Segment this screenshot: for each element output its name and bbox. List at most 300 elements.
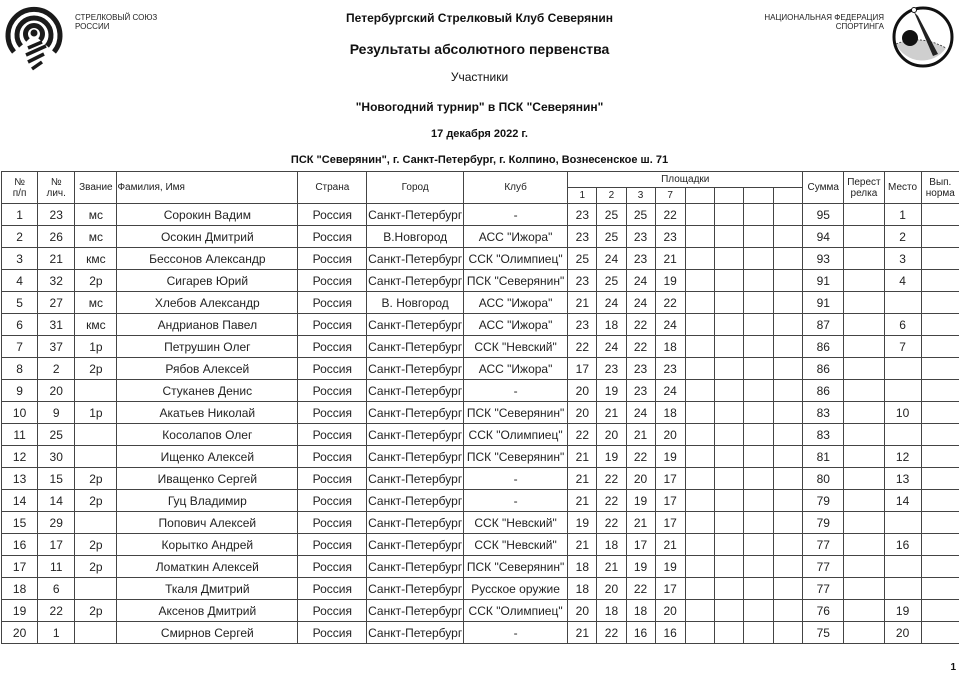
table-row[interactable] [2, 270, 959, 292]
row-score-range-2: 20 [597, 578, 626, 600]
row-score-empty [685, 204, 714, 226]
table-row[interactable] [2, 226, 959, 248]
row-shootoff [844, 468, 884, 490]
row-club: АСС "Ижора" [463, 226, 567, 248]
row-score-range-2: 19 [597, 446, 626, 468]
row-bib-number: 29 [38, 512, 75, 534]
row-athlete-name: Ткаля Дмитрий [117, 578, 298, 600]
left-org-line-2: РОССИИ [75, 22, 110, 31]
row-bib-number: 9 [38, 402, 75, 424]
row-score-range-2: 25 [597, 204, 626, 226]
row-position: 7 [2, 336, 38, 358]
row-norm [921, 204, 959, 226]
row-score-range-7: 18 [655, 402, 685, 424]
row-score-empty [685, 446, 714, 468]
row-score-range-3: 21 [626, 512, 655, 534]
row-club: ССК "Невский" [463, 512, 567, 534]
row-norm [921, 622, 959, 644]
col-header-total[interactable]: Сумма [803, 172, 844, 204]
row-position: 9 [2, 380, 38, 402]
row-norm [921, 424, 959, 446]
row-athlete-name: Рябов Алексей [117, 358, 298, 380]
row-sport-rank: 2р [75, 468, 117, 490]
row-place: 13 [884, 468, 921, 490]
row-place: 4 [884, 270, 921, 292]
row-score-range-1: 23 [568, 226, 597, 248]
table-row[interactable] [2, 314, 959, 336]
col-header-country[interactable]: Страна [298, 172, 367, 204]
row-score-empty [774, 600, 803, 622]
row-total: 87 [803, 314, 844, 336]
col-header-bib[interactable] [38, 172, 75, 204]
row-athlete-name: Стуканев Денис [117, 380, 298, 402]
row-norm [921, 556, 959, 578]
row-score-empty [714, 380, 743, 402]
table-row[interactable] [2, 578, 959, 600]
row-sport-rank [75, 578, 117, 600]
col-header-range-empty [774, 188, 803, 204]
row-score-empty [743, 270, 773, 292]
row-position: 10 [2, 402, 38, 424]
row-total: 91 [803, 292, 844, 314]
col-header-range-3[interactable]: 3 [626, 188, 655, 204]
table-row[interactable] [2, 490, 959, 512]
row-score-empty [685, 512, 714, 534]
row-shootoff [844, 424, 884, 446]
row-score-range-2: 18 [597, 600, 626, 622]
row-score-empty [714, 424, 743, 446]
col-header-norm-line1: Вып. [929, 176, 952, 188]
row-score-range-1: 18 [568, 578, 597, 600]
row-position: 19 [2, 600, 38, 622]
col-header-range-2[interactable]: 2 [597, 188, 626, 204]
row-score-range-7: 24 [655, 314, 685, 336]
row-club: ПСК "Северянин" [463, 402, 567, 424]
row-position: 1 [2, 204, 38, 226]
row-score-range-7: 24 [655, 380, 685, 402]
row-total: 77 [803, 534, 844, 556]
row-total: 94 [803, 226, 844, 248]
row-score-range-7: 22 [655, 204, 685, 226]
row-norm [921, 292, 959, 314]
row-score-range-3: 23 [626, 248, 655, 270]
row-score-range-3: 25 [626, 204, 655, 226]
row-shootoff [844, 226, 884, 248]
row-score-range-1: 21 [568, 468, 597, 490]
row-position: 17 [2, 556, 38, 578]
row-total: 79 [803, 512, 844, 534]
table-row[interactable] [2, 424, 959, 446]
row-score-range-2: 22 [597, 490, 626, 512]
row-shootoff [844, 490, 884, 512]
row-city: Санкт-Петербург [367, 600, 463, 622]
row-score-empty [714, 204, 743, 226]
row-score-empty [743, 534, 773, 556]
row-score-range-2: 24 [597, 248, 626, 270]
row-city: Санкт-Петербург [367, 556, 463, 578]
row-score-empty [774, 270, 803, 292]
row-norm [921, 512, 959, 534]
row-bib-number: 17 [38, 534, 75, 556]
row-athlete-name: Корытко Андрей [117, 534, 298, 556]
row-score-empty [714, 314, 743, 336]
row-score-range-2: 19 [597, 380, 626, 402]
row-club: - [463, 204, 567, 226]
row-score-empty [774, 578, 803, 600]
row-score-empty [685, 402, 714, 424]
row-score-range-2: 24 [597, 336, 626, 358]
row-score-range-2: 25 [597, 270, 626, 292]
row-total: 77 [803, 556, 844, 578]
row-score-range-1: 21 [568, 622, 597, 644]
col-header-range-1[interactable]: 1 [568, 188, 597, 204]
row-score-empty [743, 424, 773, 446]
row-place: 3 [884, 248, 921, 270]
row-norm [921, 226, 959, 248]
row-score-empty [743, 314, 773, 336]
row-score-empty [685, 336, 714, 358]
row-score-range-7: 20 [655, 424, 685, 446]
row-total: 86 [803, 380, 844, 402]
row-total: 75 [803, 622, 844, 644]
right-org-line-2: СПОРТИНГА [835, 22, 884, 31]
col-header-shootoff[interactable] [844, 172, 884, 204]
row-country: Россия [298, 402, 367, 424]
row-bib-number: 21 [38, 248, 75, 270]
row-score-empty [743, 292, 773, 314]
row-total: 83 [803, 424, 844, 446]
row-score-empty [743, 578, 773, 600]
row-score-range-7: 19 [655, 446, 685, 468]
row-score-empty [714, 622, 743, 644]
row-score-range-7: 23 [655, 226, 685, 248]
row-bib-number: 20 [38, 380, 75, 402]
row-score-range-3: 18 [626, 600, 655, 622]
row-score-range-1: 23 [568, 270, 597, 292]
row-position: 16 [2, 534, 38, 556]
row-athlete-name: Ищенко Алексей [117, 446, 298, 468]
row-score-empty [774, 226, 803, 248]
row-score-empty [685, 622, 714, 644]
row-score-empty [743, 446, 773, 468]
table-row[interactable] [2, 248, 959, 270]
row-athlete-name: Иващенко Сергей [117, 468, 298, 490]
row-score-empty [685, 468, 714, 490]
row-score-range-2: 21 [597, 402, 626, 424]
row-city: Санкт-Петербург [367, 534, 463, 556]
row-sport-rank: 2р [75, 600, 117, 622]
row-bib-number: 25 [38, 424, 75, 446]
row-total: 83 [803, 402, 844, 424]
table-row[interactable] [2, 468, 959, 490]
row-club: ССК "Олимпиец" [463, 424, 567, 446]
row-score-empty [774, 622, 803, 644]
table-row[interactable] [2, 292, 959, 314]
row-shootoff [844, 578, 884, 600]
row-bib-number: 23 [38, 204, 75, 226]
row-country: Россия [298, 314, 367, 336]
row-bib-number: 37 [38, 336, 75, 358]
row-country: Россия [298, 226, 367, 248]
row-place: 19 [884, 600, 921, 622]
col-header-city[interactable]: Город [367, 172, 463, 204]
row-score-range-3: 23 [626, 380, 655, 402]
table-row[interactable] [2, 512, 959, 534]
row-score-empty [774, 358, 803, 380]
row-score-empty [714, 248, 743, 270]
row-athlete-name: Сигарев Юрий [117, 270, 298, 292]
row-norm [921, 600, 959, 622]
row-country: Россия [298, 358, 367, 380]
row-score-empty [714, 336, 743, 358]
table-row[interactable] [2, 402, 959, 424]
row-score-range-1: 20 [568, 600, 597, 622]
row-athlete-name: Попович Алексей [117, 512, 298, 534]
row-total: 79 [803, 490, 844, 512]
row-country: Россия [298, 534, 367, 556]
row-shootoff [844, 248, 884, 270]
row-sport-rank: 2р [75, 490, 117, 512]
col-header-pos-line1: № [14, 176, 25, 188]
row-score-empty [774, 490, 803, 512]
col-header-rank[interactable]: Звание [75, 172, 117, 204]
row-place: 12 [884, 446, 921, 468]
row-total: 80 [803, 468, 844, 490]
col-header-pos[interactable] [2, 172, 38, 204]
row-score-empty [774, 292, 803, 314]
row-score-empty [685, 248, 714, 270]
row-score-range-7: 21 [655, 248, 685, 270]
row-city: Санкт-Петербург [367, 468, 463, 490]
row-place [884, 292, 921, 314]
row-position: 5 [2, 292, 38, 314]
row-score-empty [743, 556, 773, 578]
row-club: АСС "Ижора" [463, 292, 567, 314]
col-header-range-empty [743, 188, 773, 204]
row-score-range-1: 21 [568, 446, 597, 468]
row-score-empty [774, 512, 803, 534]
row-score-empty [774, 204, 803, 226]
row-score-empty [743, 600, 773, 622]
row-position: 8 [2, 358, 38, 380]
row-score-range-3: 22 [626, 336, 655, 358]
row-place: 6 [884, 314, 921, 336]
col-header-range-empty [685, 188, 714, 204]
row-score-range-7: 20 [655, 600, 685, 622]
row-place [884, 578, 921, 600]
row-score-range-2: 23 [597, 358, 626, 380]
row-athlete-name: Косолапов Олег [117, 424, 298, 446]
row-place: 14 [884, 490, 921, 512]
row-score-empty [685, 380, 714, 402]
row-score-range-1: 17 [568, 358, 597, 380]
event-date: 17 декабря 2022 г. [431, 128, 528, 140]
table-row[interactable] [2, 534, 959, 556]
row-athlete-name: Андрианов Павел [117, 314, 298, 336]
row-club: ПСК "Северянин" [463, 446, 567, 468]
row-position: 12 [2, 446, 38, 468]
row-total: 93 [803, 248, 844, 270]
row-score-empty [685, 556, 714, 578]
row-score-range-1: 25 [568, 248, 597, 270]
page-subtitle: Участники [450, 70, 509, 84]
row-score-empty [774, 336, 803, 358]
row-score-range-1: 22 [568, 424, 597, 446]
row-score-range-3: 17 [626, 534, 655, 556]
row-norm [921, 490, 959, 512]
row-score-range-2: 18 [597, 314, 626, 336]
row-shootoff [844, 512, 884, 534]
row-shootoff [844, 358, 884, 380]
row-score-empty [714, 446, 743, 468]
row-country: Россия [298, 336, 367, 358]
row-score-empty [774, 534, 803, 556]
row-country: Россия [298, 622, 367, 644]
row-score-range-3: 19 [626, 556, 655, 578]
row-score-range-7: 19 [655, 556, 685, 578]
row-total: 91 [803, 270, 844, 292]
row-bib-number: 30 [38, 446, 75, 468]
row-place [884, 424, 921, 446]
row-country: Россия [298, 446, 367, 468]
row-score-range-7: 18 [655, 336, 685, 358]
row-shootoff [844, 336, 884, 358]
row-score-range-7: 17 [655, 468, 685, 490]
row-norm [921, 248, 959, 270]
row-sport-rank: 2р [75, 556, 117, 578]
left-org-line-1: СТРЕЛКОВЫЙ СОЮЗ [75, 13, 158, 22]
row-bib-number: 11 [38, 556, 75, 578]
row-position: 4 [2, 270, 38, 292]
row-city: Санкт-Петербург [367, 402, 463, 424]
row-place: 7 [884, 336, 921, 358]
table-row[interactable] [2, 622, 959, 644]
row-bib-number: 22 [38, 600, 75, 622]
row-score-empty [743, 490, 773, 512]
col-header-place[interactable]: Место [884, 172, 921, 204]
row-score-empty [714, 358, 743, 380]
row-club: - [463, 380, 567, 402]
row-sport-rank: мс [75, 204, 117, 226]
col-header-club[interactable]: Клуб [463, 172, 567, 204]
results-table-body [2, 204, 959, 644]
row-score-range-3: 22 [626, 446, 655, 468]
row-city: В.Новгород [367, 226, 463, 248]
row-score-range-7: 23 [655, 358, 685, 380]
row-shootoff [844, 402, 884, 424]
row-score-range-1: 18 [568, 556, 597, 578]
row-norm [921, 358, 959, 380]
table-row[interactable] [2, 600, 959, 622]
row-score-range-3: 20 [626, 468, 655, 490]
row-score-range-3: 21 [626, 424, 655, 446]
row-country: Россия [298, 600, 367, 622]
row-shootoff [844, 204, 884, 226]
table-row[interactable] [2, 446, 959, 468]
col-header-range-7[interactable]: 7 [655, 188, 685, 204]
row-score-range-3: 16 [626, 622, 655, 644]
col-header-norm[interactable] [921, 172, 959, 204]
row-score-range-2: 20 [597, 424, 626, 446]
row-norm [921, 446, 959, 468]
row-place: 2 [884, 226, 921, 248]
row-position: 6 [2, 314, 38, 336]
row-city: Санкт-Петербург [367, 204, 463, 226]
row-club: ССК "Олимпиец" [463, 248, 567, 270]
row-country: Россия [298, 248, 367, 270]
row-score-range-3: 24 [626, 402, 655, 424]
row-score-range-2: 22 [597, 468, 626, 490]
row-athlete-name: Смирнов Сергей [117, 622, 298, 644]
row-score-empty [714, 402, 743, 424]
row-score-empty [743, 226, 773, 248]
row-country: Россия [298, 578, 367, 600]
row-place: 1 [884, 204, 921, 226]
row-position: 3 [2, 248, 38, 270]
row-position: 15 [2, 512, 38, 534]
table-row[interactable] [2, 358, 959, 380]
row-bib-number: 1 [38, 622, 75, 644]
row-score-empty [685, 314, 714, 336]
table-row[interactable] [2, 336, 959, 358]
row-score-empty [774, 424, 803, 446]
right-org-line-1: НАЦИОНАЛЬНАЯ ФЕДЕРАЦИЯ [764, 13, 884, 22]
row-score-empty [714, 226, 743, 248]
row-sport-rank: 2р [75, 270, 117, 292]
row-norm [921, 578, 959, 600]
row-score-empty [685, 534, 714, 556]
table-row[interactable] [2, 556, 959, 578]
row-sport-rank: мс [75, 226, 117, 248]
row-score-range-1: 23 [568, 204, 597, 226]
col-header-bib-line2: лич. [46, 187, 66, 199]
row-norm [921, 336, 959, 358]
row-club: - [463, 468, 567, 490]
row-score-range-3: 24 [626, 292, 655, 314]
row-place [884, 556, 921, 578]
row-score-empty [774, 468, 803, 490]
row-score-empty [714, 578, 743, 600]
row-country: Россия [298, 204, 367, 226]
row-athlete-name: Сорокин Вадим [117, 204, 298, 226]
row-score-empty [714, 292, 743, 314]
row-sport-rank: кмс [75, 314, 117, 336]
row-score-empty [714, 512, 743, 534]
row-total: 76 [803, 600, 844, 622]
row-score-range-1: 21 [568, 490, 597, 512]
row-sport-rank: кмс [75, 248, 117, 270]
row-sport-rank: 1р [75, 336, 117, 358]
row-score-empty [743, 336, 773, 358]
event-name: "Новогодний турнир" в ПСК "Северянин" [355, 100, 604, 114]
table-row[interactable] [2, 380, 959, 402]
row-club: ПСК "Северянин" [463, 556, 567, 578]
row-score-empty [685, 424, 714, 446]
row-score-empty [743, 402, 773, 424]
row-score-range-1: 22 [568, 336, 597, 358]
col-header-name[interactable]: Фамилия, Имя [117, 172, 298, 204]
row-club: Русское оружие [463, 578, 567, 600]
row-score-range-1: 19 [568, 512, 597, 534]
row-total: 86 [803, 336, 844, 358]
row-club: ССК "Олимпиец" [463, 600, 567, 622]
row-score-empty [714, 534, 743, 556]
col-header-range-empty [714, 188, 743, 204]
row-score-range-2: 22 [597, 622, 626, 644]
col-header-ranges: Площадки [568, 172, 803, 188]
table-row[interactable] [2, 204, 959, 226]
row-sport-rank [75, 512, 117, 534]
